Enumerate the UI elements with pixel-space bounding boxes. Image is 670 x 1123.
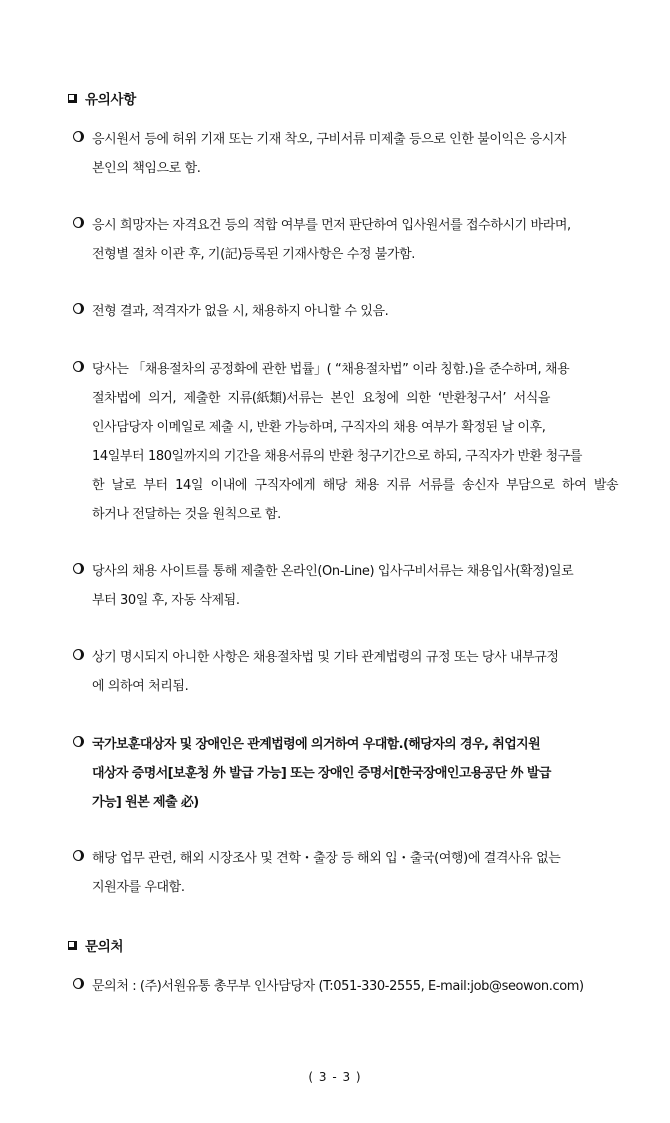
note-line: 상기 명시되지 아니한 사항은 채용절차법 및 기타 관계법령의 규정 또는 당사 내부규정 — [92, 650, 559, 665]
note-line: 절차법에 의거, 제출한 지류(紙類)서류는 본인 요청에 의한 ‘반환청구서’ 서식을 — [92, 391, 551, 406]
circle-bullet-icon — [73, 361, 84, 372]
circle-bullet-icon — [73, 978, 84, 989]
note-line: 가능] 원본 제출 必) — [92, 795, 199, 810]
note-line: 응시 희망자는 자격요건 등의 적합 여부를 먼저 판단하여 입사원서를 접수하시기 바라며, — [92, 218, 571, 233]
note-line: 인사담당자 이메일로 제출 시, 반환 가능하며, 구직자의 채용 여부가 확정된 날 이후, — [92, 420, 546, 435]
note-line: 에 의하여 처리됨. — [92, 679, 189, 694]
note-line: 본인의 책임으로 함. — [92, 161, 201, 176]
circle-bullet-icon — [73, 217, 84, 228]
circle-bullet-icon — [73, 563, 84, 574]
section-heading-notes — [68, 88, 136, 108]
circle-bullet-icon — [73, 131, 84, 142]
note-line: 국가보훈대상자 및 장애인은 관계법령에 의거하여 우대함.(해당자의 경우, 취업지원 — [92, 737, 541, 752]
note-line: 한 날로 부터 14일 이내에 구직자에게 해당 채용 지류 서류를 송신자 부담으로 하여 발송 — [92, 478, 619, 493]
note-line: 당사의 채용 사이트를 통해 제출한 온라인(On-Line) 입사구비서류는 채용입사(확정)일로 — [92, 564, 574, 579]
note-line: 해당 업무 관련, 해외 시장조사 및 견학・출장 등 해외 입・출국(여행)에 결격사유 없는 — [92, 851, 561, 866]
circle-bullet-icon — [73, 303, 84, 314]
note-line: 하거나 전달하는 것을 원칙으로 함. — [92, 507, 281, 522]
circle-bullet-icon — [73, 649, 84, 660]
contact-line: 문의처 : (주)서원유통 총무부 인사담당자 (T:051-330-2555, E-mail:job@seowon.com) — [92, 979, 584, 994]
note-line: 응시원서 등에 허위 기재 또는 기재 착오, 구비서류 미제출 등으로 인한 불이익은 응시자 — [92, 132, 567, 147]
circle-bullet-icon — [73, 736, 84, 747]
circle-bullet-icon — [73, 850, 84, 861]
section-title: 유의사항 — [85, 92, 136, 108]
section-title: 문의처 — [85, 939, 124, 955]
note-line: 14일부터 180일까지의 기간을 채용서류의 반환 청구기간으로 하되, 구직자가 반환 청구를 — [92, 449, 583, 464]
note-line: 당사는 「채용절차의 공정화에 관한 법률」( “채용절차법” 이라 칭함.)을 준수하며, 채용 — [92, 362, 570, 377]
note-line: 지원자를 우대함. — [92, 880, 185, 895]
note-line: 부터 30일 후, 자동 삭제됨. — [92, 593, 240, 608]
page-number: ( 3 - 3 ) — [308, 1070, 362, 1084]
note-line: 대상자 증명서[보훈청 外 발급 가능] 또는 장애인 증명서[한국장애인고용공단 外 발급 — [92, 766, 551, 781]
note-line: 전형별 절차 이관 후, 기(記)등록된 기재사항은 수정 불가함. — [92, 247, 416, 262]
square-bullet-icon — [68, 94, 77, 103]
note-line: 전형 결과, 적격자가 없을 시, 채용하지 아니할 수 있음. — [92, 304, 389, 319]
square-bullet-icon — [68, 941, 77, 950]
section-heading-contact — [68, 935, 123, 955]
